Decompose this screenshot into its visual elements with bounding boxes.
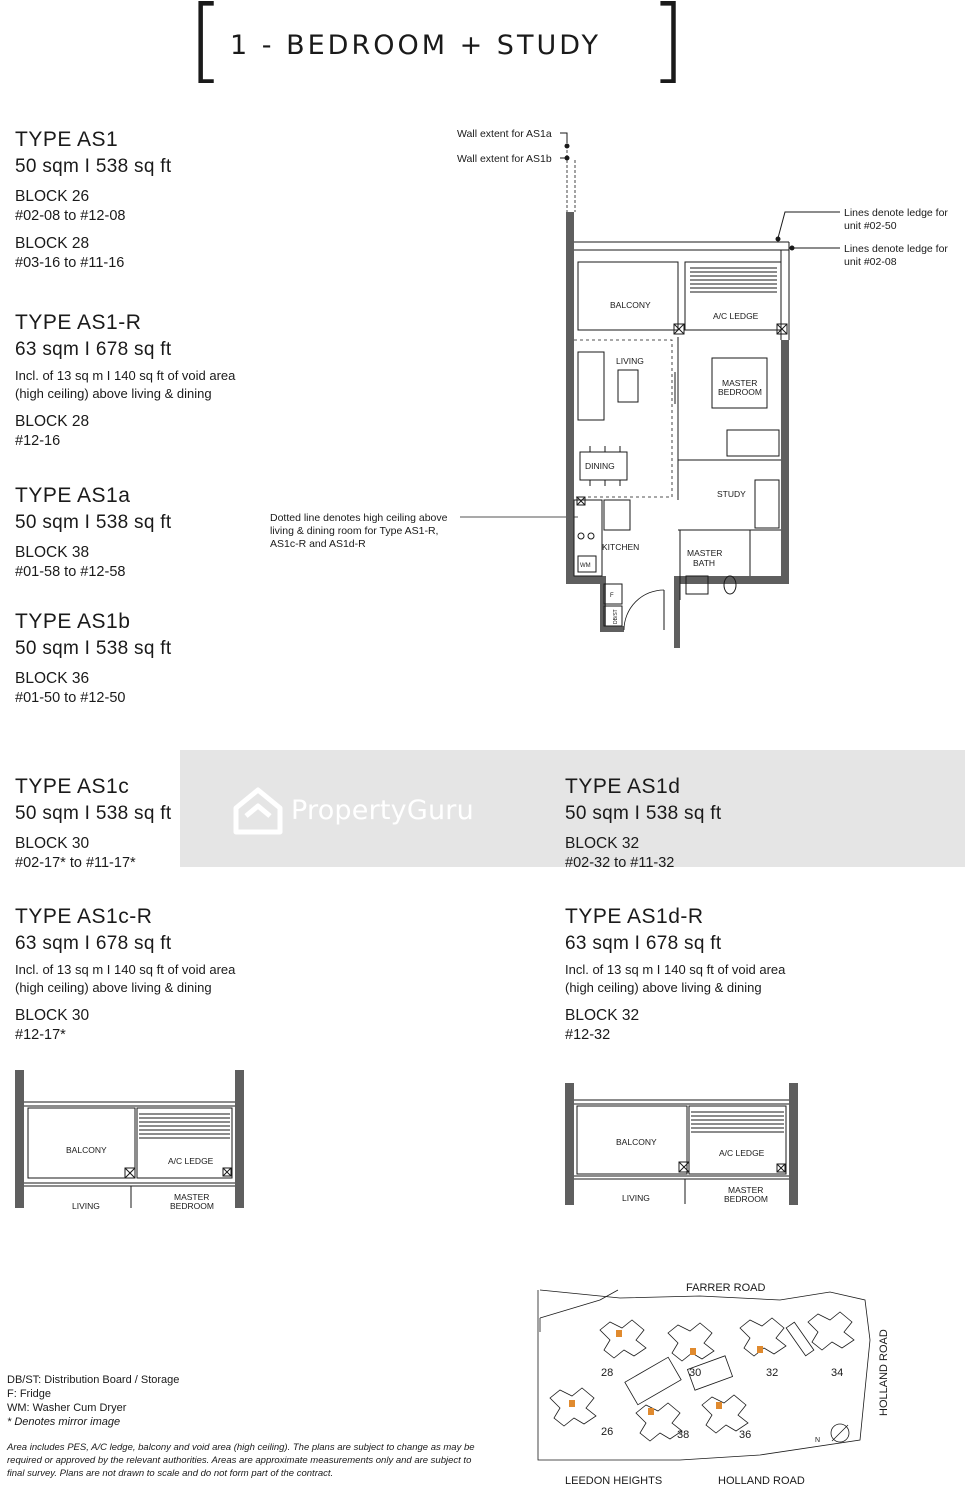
callout-wall-as1a: Wall extent for AS1a xyxy=(457,128,552,140)
room-master-bath-1: MASTER xyxy=(687,548,723,558)
mini-living-label: LIVING xyxy=(622,1193,650,1203)
unit-range: #01-50 to #12-50 xyxy=(15,690,126,706)
header-bracket-left: [ xyxy=(188,0,224,93)
type-area: 63 sqm I 678 sq ft xyxy=(565,933,722,954)
mini-master-label-1: MASTER xyxy=(174,1192,210,1202)
disclaimer-line: final survey. Plans are not drawn to scale and do not form part of the contract. xyxy=(7,1468,334,1479)
void-note-line: (high ceiling) above living & dining xyxy=(15,386,212,401)
disclaimer-line: required or approved by the relevant authorities. Areas are approximate measurements only and are subject to xyxy=(7,1455,472,1466)
unit-marker xyxy=(716,1402,722,1409)
block-label: BLOCK 36 xyxy=(15,670,90,687)
type-title: TYPE AS1a xyxy=(15,484,131,507)
room-living: LIVING xyxy=(616,356,644,366)
mini-plan-as1c-r xyxy=(15,1068,247,1213)
disclaimer xyxy=(7,1441,532,1480)
road-holland-bottom: HOLLAND ROAD xyxy=(718,1475,805,1487)
type-title: TYPE AS1d xyxy=(565,775,681,798)
site-plan xyxy=(530,1275,950,1495)
road-leedon-heights: LEEDON HEIGHTS xyxy=(565,1475,663,1487)
room-study: STUDY xyxy=(717,489,746,499)
block-label: BLOCK 32 xyxy=(565,1007,640,1024)
unit-range: #01-58 to #12-58 xyxy=(15,564,126,580)
block-label: BLOCK 30 xyxy=(15,835,90,852)
block-label: BLOCK 28 xyxy=(15,413,90,430)
mini-plan-as1d-r xyxy=(565,1080,800,1210)
unit-range: #02-08 to #12-08 xyxy=(15,208,126,224)
type-title: TYPE AS1 xyxy=(15,128,119,151)
road-farrer: FARRER ROAD xyxy=(686,1282,766,1294)
block-number-28: 28 xyxy=(601,1367,614,1379)
type-as1c xyxy=(15,775,171,871)
room-master-bath-2: BATH xyxy=(693,558,716,568)
type-area: 50 sqm I 538 sq ft xyxy=(15,803,172,824)
type-as1 xyxy=(15,128,171,271)
block-label: BLOCK 38 xyxy=(15,544,90,561)
unit-range: #02-32 to #11-32 xyxy=(565,855,675,871)
unit-marker xyxy=(690,1348,696,1355)
type-title: TYPE AS1-R xyxy=(15,311,142,334)
type-title: TYPE AS1b xyxy=(15,610,131,633)
page-title: 1 - BEDROOM + STUDY xyxy=(230,30,602,61)
type-as1c-r xyxy=(15,905,235,1043)
unit-marker xyxy=(757,1346,763,1353)
block-number-34: 34 xyxy=(831,1367,844,1379)
disclaimer-line: Area includes PES, A/C ledge, balcony and void area (high ceiling). The plans are subject to change as may be xyxy=(7,1442,475,1453)
unit-range: #12-17* xyxy=(15,1027,66,1043)
mini-ac-ledge-label: A/C LEDGE xyxy=(168,1156,214,1166)
callout-ledge-0208-l2: unit #02-08 xyxy=(844,256,897,268)
type-area: 63 sqm I 678 sq ft xyxy=(15,933,172,954)
unit-marker xyxy=(616,1330,622,1337)
mini-ac-ledge-label: A/C LEDGE xyxy=(719,1148,765,1158)
road-holland-right: HOLLAND ROAD xyxy=(878,1329,890,1416)
type-as1a xyxy=(15,484,171,580)
legend-wm: WM: Washer Cum Dryer xyxy=(7,1402,127,1414)
type-title: TYPE AS1c-R xyxy=(15,905,153,928)
label-dbst: DB/ST xyxy=(613,609,619,624)
block-number-26: 26 xyxy=(601,1426,614,1438)
mini-balcony-label: BALCONY xyxy=(616,1137,657,1147)
unit-marker xyxy=(569,1400,575,1407)
block-number-30: 30 xyxy=(689,1367,702,1379)
main-floor-plan xyxy=(260,120,965,660)
mini-living-label: LIVING xyxy=(72,1201,100,1211)
void-note-line: Incl. of 13 sq m I 140 sq ft of void area xyxy=(565,962,786,977)
legend-fridge: F: Fridge xyxy=(7,1388,52,1400)
unit-marker xyxy=(648,1408,654,1415)
mini-balcony-label: BALCONY xyxy=(66,1145,107,1155)
legend-mirror: * Denotes mirror image xyxy=(7,1416,121,1428)
legend xyxy=(7,1373,179,1429)
mini-master-label-2: BEDROOM xyxy=(170,1201,214,1211)
unit-range: #12-32 xyxy=(565,1027,611,1043)
block-label: BLOCK 30 xyxy=(15,1007,90,1024)
unit-range: #12-16 xyxy=(15,433,61,449)
legend-dbst: DB/ST: Distribution Board / Storage xyxy=(7,1374,180,1386)
callout-ledge-0250-l2: unit #02-50 xyxy=(844,220,897,232)
callout-ledge-0250-l1: Lines denote ledge for xyxy=(844,207,948,219)
void-note-line: Incl. of 13 sq m I 140 sq ft of void area xyxy=(15,368,236,383)
label-wm: WM xyxy=(580,563,591,569)
label-fridge: F xyxy=(610,593,614,599)
watermark-text: PropertyGuru xyxy=(291,795,474,826)
block-number-38: 38 xyxy=(677,1429,690,1441)
type-area: 50 sqm I 538 sq ft xyxy=(15,512,172,533)
type-title: TYPE AS1d-R xyxy=(565,905,704,928)
compass-north-icon: N xyxy=(815,1437,821,1444)
block-number-36: 36 xyxy=(739,1429,752,1441)
block-label: BLOCK 26 xyxy=(15,188,90,205)
propertyguru-logo-icon xyxy=(232,786,284,836)
callout-ledge-0208-l1: Lines denote ledge for xyxy=(844,243,948,255)
room-master-bedroom-1: MASTER xyxy=(722,378,758,388)
type-as1b xyxy=(15,610,171,706)
block-label: BLOCK 28 xyxy=(15,235,90,252)
mini-master-label-2: BEDROOM xyxy=(724,1194,768,1204)
mini-master-label-1: MASTER xyxy=(728,1185,764,1195)
type-area: 50 sqm I 538 sq ft xyxy=(15,638,172,659)
room-kitchen: KITCHEN xyxy=(602,542,640,552)
callout-wall-as1b: Wall extent for AS1b xyxy=(457,153,552,165)
callout-dotted-l2: living & dining room for Type AS1-R, xyxy=(270,525,439,537)
block-number-32: 32 xyxy=(766,1367,779,1379)
type-area: 63 sqm I 678 sq ft xyxy=(15,339,172,360)
callout-dotted-l1: Dotted line denotes high ceiling above xyxy=(270,512,448,524)
room-dining: DINING xyxy=(585,461,615,471)
type-as1d xyxy=(565,775,721,871)
room-balcony: BALCONY xyxy=(610,300,651,310)
void-note-line: (high ceiling) above living & dining xyxy=(565,980,762,995)
void-note-line: Incl. of 13 sq m I 140 sq ft of void area xyxy=(15,962,236,977)
header-bracket-right: ] xyxy=(650,0,686,93)
type-title: TYPE AS1c xyxy=(15,775,130,798)
room-ac-ledge: A/C LEDGE xyxy=(713,311,759,321)
callout-dotted-l3: AS1c-R and AS1d-R xyxy=(270,538,366,550)
unit-range: #02-17* to #11-17* xyxy=(15,855,136,871)
room-master-bedroom-2: BEDROOM xyxy=(718,387,762,397)
unit-range: #03-16 to #11-16 xyxy=(15,255,125,271)
type-area: 50 sqm I 538 sq ft xyxy=(565,803,722,824)
block-label: BLOCK 32 xyxy=(565,835,640,852)
type-area: 50 sqm I 538 sq ft xyxy=(15,156,172,177)
void-note-line: (high ceiling) above living & dining xyxy=(15,980,212,995)
type-as1-r xyxy=(15,311,235,449)
type-as1d-r xyxy=(565,905,785,1043)
